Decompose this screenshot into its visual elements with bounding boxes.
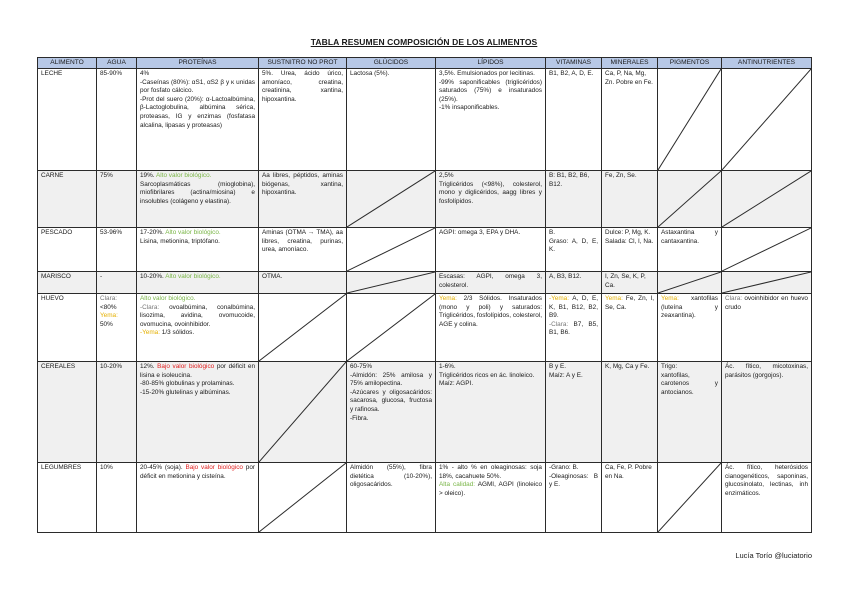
empty-diagonal-cell: [722, 228, 812, 272]
pigment-cell: Astaxantina y cantaxantina.: [658, 228, 722, 272]
empty-diagonal-cell: [658, 463, 722, 533]
mineral-cell: Ca, P, Na, Mg, Zn. Pobre en Fe.: [602, 69, 658, 171]
page-title: TABLA RESUMEN COMPOSICIÓN DE LOS ALIMENTOS: [310, 37, 538, 47]
header-vitaminas: VITAMINAS: [546, 58, 602, 69]
empty-diagonal-cell: [347, 272, 436, 294]
food-name: CARNE: [38, 171, 97, 228]
protein-cell: 4% -Caseínas (80%): αS1, αS2 β y κ unidas por fosfato cálcico. -Prot del suero (20%): α-Lactoalbúmina, β-Lactoglobulina, albúmina sérica, proteasas, IG y enzimas (fosfatasa alcalina, lipasas y proteasas): [137, 69, 259, 171]
header-antinutrientes: ANTINUTRIENTES: [722, 58, 812, 69]
food-name: CEREALES: [38, 362, 97, 463]
lipid-cell: Yema: 2/3 Sólidos. Insaturados (mono y poli) y saturados: Triglicéridos, fosfolípidos, colesterol, AGE y colina.: [436, 294, 546, 362]
glucid-cell: 60-75% -Almidón: 25% amilosa y 75% amilopectina. -Azúcares y oligosacáridos: sacarosa, glucosa, fructosa y rafinosa. -Fibra.: [347, 362, 436, 463]
header-alimento: ALIMENTO: [38, 58, 97, 69]
table-row-marisco: [38, 272, 812, 294]
water-cell: 85-90%: [97, 69, 137, 171]
water-cell: -: [97, 272, 137, 294]
mineral-cell: Fe, Zn, Se.: [602, 171, 658, 228]
mineral-cell: Dulce: P, Mg, K. Salada: Cl, I, Na.: [602, 228, 658, 272]
lipid-cell: AGPI: omega 3, EPA y DHA.: [436, 228, 546, 272]
header-proteinas: PROTEÍNAS: [137, 58, 259, 69]
nitro-cell: 5%. Urea, ácido úrico, amoníaco, creatina, creatinina, xantina, hipoxantina.: [259, 69, 347, 171]
empty-diagonal-cell: [722, 171, 812, 228]
nitro-cell: Aa libres, péptidos, aminas biógenas, xantina, hipoxantina.: [259, 171, 347, 228]
protein-cell: 19%. Alto valor biológico. Sarcoplasmáticas (mioglobina), miofibrilares (actina/miosina) e insolubles (colágeno y elastina).: [137, 171, 259, 228]
empty-diagonal-cell: [259, 294, 347, 362]
table-row-legumbres: [38, 463, 812, 533]
header-lipidos: LÍPIDOS: [436, 58, 546, 69]
nitro-cell: Aminas (OTMA → TMA), aa libres, creatina, purinas, urea, amoníaco.: [259, 228, 347, 272]
empty-diagonal-cell: [259, 362, 347, 463]
lipid-cell: Escasas: AGPI, omega 3, colesterol.: [436, 272, 546, 294]
author-credit: Lucía Torío @luciatorio: [735, 551, 812, 560]
food-name: MARISCO: [38, 272, 97, 294]
lipid-cell: 3,5%. Emulsionados por lecitinas. -99% saponificables (triglicéridos) saturados (75%) e insaturados (25%). -1% insaponificables.: [436, 69, 546, 171]
food-name: HUEVO: [38, 294, 97, 362]
empty-diagonal-cell: [722, 69, 812, 171]
protein-cell: 10-20%. Alto valor biológico.: [137, 272, 259, 294]
vitamin-cell: A, B3, B12.: [546, 272, 602, 294]
vitamin-cell: B. Graso: A, D, E, K.: [546, 228, 602, 272]
pigment-cell: Trigo: xantofilas, carotenos y antocianos.: [658, 362, 722, 463]
vitamin-cell: B: B1, B2, B6, B12.: [546, 171, 602, 228]
water-cell: Clara: <80% Yema: 50%: [97, 294, 137, 362]
header-minerales: MINERALES: [602, 58, 658, 69]
header-pigmentos: PIGMENTOS: [658, 58, 722, 69]
empty-diagonal-cell: [347, 171, 436, 228]
table-row-pescado: [38, 228, 812, 272]
water-cell: 10%: [97, 463, 137, 533]
protein-cell: Alto valor biológico. -Clara: ovoalbúmina, conalbúmina, lisozima, avidina, ovomucoide, ovomucina, ovoinhibidor. -Yema: 1/3 sólidos.: [137, 294, 259, 362]
empty-diagonal-cell: [658, 69, 722, 171]
empty-diagonal-cell: [722, 272, 812, 294]
vitamin-cell: -Grano: B. -Oleaginosas: B y E.: [546, 463, 602, 533]
empty-diagonal-cell: [259, 463, 347, 533]
lipid-cell: 1-6%. Triglicéridos ricos en ác. linoleico. Maíz: AGPI.: [436, 362, 546, 463]
food-name: LECHE: [38, 69, 97, 171]
water-cell: 10-20%: [97, 362, 137, 463]
header-glucidos: GLÚCIDOS: [347, 58, 436, 69]
food-name: PESCADO: [38, 228, 97, 272]
table-row-huevo: [38, 294, 812, 362]
antinutrient-cell: Clara: ovoinhibidor en huevo crudo: [722, 294, 812, 362]
empty-diagonal-cell: [658, 171, 722, 228]
header-agua: AGUA: [97, 58, 137, 69]
lipid-cell: 2,5% Triglicéridos (<98%), colesterol, mono y diglicéridos, aagg libres y fosfolípidos.: [436, 171, 546, 228]
mineral-cell: K, Mg, Ca y Fe.: [602, 362, 658, 463]
nitro-cell: OTMA.: [259, 272, 347, 294]
antinutrient-cell: Ác. fítico, micotoxinas, parásitos (gorgojos).: [722, 362, 812, 463]
glucid-cell: Lactosa (5%).: [347, 69, 436, 171]
table-row-carne: [38, 171, 812, 228]
table-row-cereales: [38, 362, 812, 463]
protein-cell: 20-45% (soja). Bajo valor biológico por déficit en metionina y cisteína.: [137, 463, 259, 533]
vitamin-cell: -Yema: A, D, E, K, B1, B12, B2, B9. -Clara: B7, B5, B1, B6.: [546, 294, 602, 362]
protein-cell: 17-20%. Alto valor biológico. Lisina, metionina, triptófano.: [137, 228, 259, 272]
empty-diagonal-cell: [347, 228, 436, 272]
protein-cell: 12%. Bajo valor biológico por déficit en lisina e isoleucina. -80-85% globulinas y prolaminas. -15-20% glutelinas y albúminas.: [137, 362, 259, 463]
vitamin-cell: B y E. Maíz: A y E.: [546, 362, 602, 463]
water-cell: 53-96%: [97, 228, 137, 272]
vitamin-cell: B1, B2, A, D, E.: [546, 69, 602, 171]
header-sust-nitro: SUSTNITRO NO PROT: [259, 58, 347, 69]
composition-table: [37, 57, 812, 533]
lipid-cell: 1% - alto % en oleaginosas: soja 18%, cacahuete 50%. Alta calidad: AGMI, AGPI (linoleico > oleico).: [436, 463, 546, 533]
glucid-cell: Almidón (55%), fibra dietética (10-20%), oligosacáridos.: [347, 463, 436, 533]
mineral-cell: Yema: Fe, Zn, I, Se, Ca.: [602, 294, 658, 362]
food-name: LEGUMBRES: [38, 463, 97, 533]
empty-diagonal-cell: [347, 294, 436, 362]
header-row: [38, 58, 812, 69]
antinutrient-cell: Ác. fítico, heterósidos cianogenéticos, saponinas, glucosinolato, lectinas, inh enzimáticos.: [722, 463, 812, 533]
mineral-cell: I, Zn, Se, K, P, Ca.: [602, 272, 658, 294]
table-row-leche: [38, 69, 812, 171]
empty-diagonal-cell: [658, 272, 722, 294]
mineral-cell: Ca, Fe, P. Pobre en Na.: [602, 463, 658, 533]
pigment-cell: Yema: xantofilas (luteína y zeaxantina).: [658, 294, 722, 362]
water-cell: 75%: [97, 171, 137, 228]
